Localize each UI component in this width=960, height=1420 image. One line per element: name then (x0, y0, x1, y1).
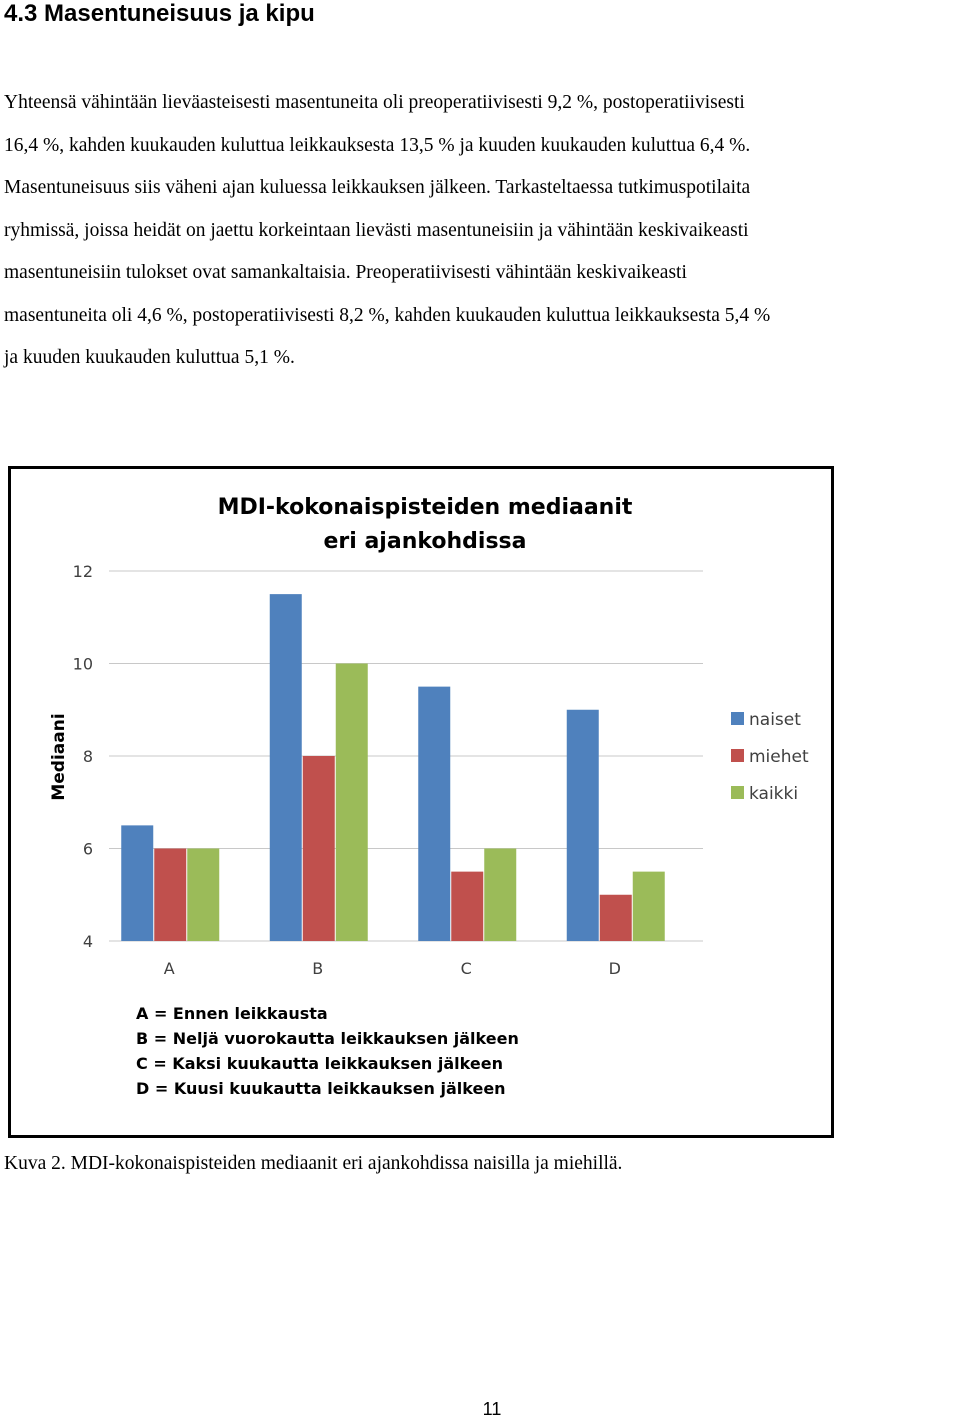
bar-naiset-D (567, 710, 599, 941)
x-tick-label: B (312, 959, 324, 978)
bar-naiset-C (418, 687, 450, 941)
legend-swatch-naiset (731, 712, 744, 725)
bar-kaikki-A (187, 849, 219, 942)
legend-label: kaikki (749, 784, 799, 804)
legend-swatch-kaikki (731, 786, 744, 799)
bar-miehet-C (451, 872, 483, 941)
y-tick-label: 6 (82, 839, 93, 859)
y-tick-label: 8 (82, 747, 93, 766)
paragraph-line: 16,4 %, kahden kuukauden kuluttua leikkauksesta 13,5 % ja kuuden kuukauden kuluttua 6,4 %. (4, 134, 751, 156)
chart-frame (8, 466, 834, 1138)
x-tick-label: C (460, 959, 472, 978)
legend-swatch-miehet (731, 749, 744, 762)
chart-title: MDI-kokonaispisteiden mediaanit (217, 495, 633, 520)
y-tick-label: 4 (82, 932, 93, 951)
x-tick-label: D (608, 959, 621, 978)
chart-note: B = Neljä vuorokautta leikkauksen jälkeen (136, 1029, 519, 1048)
section-heading: 4.3 Masentuneisuus ja kipu (4, 0, 315, 27)
paragraph-line: masentuneita oli 4,6 %, postoperatiivisesti 8,2 %, kahden kuukauden kuluttua leikkauksesta 5,4 % (4, 304, 771, 326)
bar-kaikki-C (484, 849, 516, 942)
bar-naiset-A (121, 825, 153, 941)
figure-caption: Kuva 2. MDI-kokonaispisteiden mediaanit eri ajankohdissa naisilla ja miehillä. (4, 1153, 623, 1174)
y-axis-title: Mediaani (49, 713, 69, 801)
paragraph-line: ryhmissä, joissa heidät on jaettu korkeintaan lievästi masentuneisiin ja vähintään keskivaikeasti (4, 219, 749, 241)
y-tick-label: 10 (72, 654, 93, 674)
body-paragraph (4, 82, 960, 380)
paragraph-line: Masentuneisuus siis väheni ajan kuluessa leikkauksen jälkeen. Tarkasteltaessa tutkimuspotilaita (4, 177, 751, 198)
bar-kaikki-D (633, 872, 665, 941)
legend-label: naiset (749, 710, 801, 730)
bar-kaikki-B (336, 664, 368, 942)
paragraph-line: ja kuuden kuukauden kuluttua 5,1 %. (4, 347, 295, 368)
x-tick-label: A (163, 959, 175, 978)
bar-chart (11, 469, 831, 1135)
chart-note: A = Ennen leikkausta (136, 1004, 328, 1023)
page-number: 11 (482, 1399, 502, 1419)
bar-naiset-B (270, 594, 302, 941)
bar-miehet-D (600, 895, 632, 941)
chart-title: eri ajankohdissa (323, 529, 527, 554)
chart-note: D = Kuusi kuukautta leikkauksen jälkeen (136, 1079, 506, 1098)
bar-miehet-B (303, 756, 335, 941)
paragraph-line: masentuneisiin tulokset ovat samankaltaisia. Preoperatiivisesti vähintään keskivaikeasti (4, 262, 687, 283)
chart-note: C = Kaksi kuukautta leikkauksen jälkeen (136, 1054, 503, 1073)
legend-label: miehet (749, 747, 809, 767)
paragraph-line: Yhteensä vähintään lieväasteisesti masentuneita oli preoperatiivisesti 9,2 %, postoperatiivisesti (4, 92, 745, 113)
bar-miehet-A (154, 849, 186, 942)
y-tick-label: 12 (72, 562, 93, 581)
